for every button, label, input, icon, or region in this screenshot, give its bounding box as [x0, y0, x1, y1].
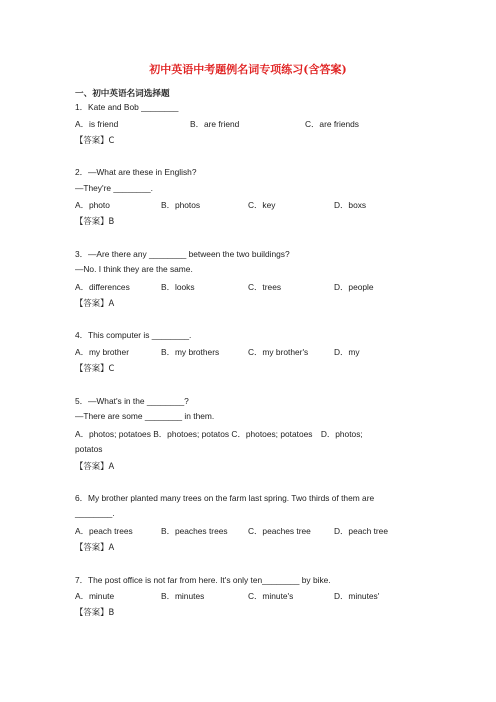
question-7-option-d: D．minutes' [334, 591, 380, 601]
question-1-option-b: B．are friend [190, 119, 240, 129]
question-6-option-a: A．peach trees [75, 526, 133, 536]
question-6-option-d: D．peach tree [334, 526, 388, 536]
question-4-stem: 4．This computer is ________. [75, 330, 192, 340]
question-5-options: A．photos; potatoes B．photoes; potatos C．photoes; potatoes D．photos; [75, 429, 363, 439]
question-7-stem: 7．The post office is not far from here. It's only ten________ by bike. [75, 575, 331, 585]
question-7-option-b: B．minutes [161, 591, 205, 601]
question-6-option-b: B．peaches trees [161, 526, 228, 536]
question-2-option-c: C．key [248, 200, 276, 210]
question-6-stem: 6．My brother planted many trees on the farm last spring. Two thirds of them are [75, 493, 375, 503]
question-1-option-c: C．are friends [305, 119, 359, 129]
question-2-option-b: B．photos [161, 200, 201, 210]
question-4-answer: 【答案】C [75, 363, 115, 373]
question-2-answer: 【答案】B [75, 216, 115, 226]
question-7-option-c: C．minute's [248, 591, 294, 601]
question-3-option-c: C．trees [248, 282, 282, 292]
question-3-option-a: A．differences [75, 282, 130, 292]
question-5-answer: 【答案】A [75, 461, 115, 471]
question-4-option-c: C．my brother's [248, 347, 309, 357]
question-2-option-a: A．photo [75, 200, 110, 210]
question-1-stem: 1．Kate and Bob ________ [75, 102, 179, 112]
question-5-stem: 5．—What's in the ________? [75, 396, 189, 406]
question-1-answer: 【答案】C [75, 135, 115, 145]
question-3-stem-line2: —No. I think they are the same. [75, 264, 193, 274]
question-3-option-d: D．people [334, 282, 374, 292]
section-heading: 一、初中英语名词选择题 [75, 89, 170, 99]
question-1-option-a: A．is friend [75, 119, 119, 129]
question-3-answer: 【答案】A [75, 298, 115, 308]
question-2-stem: 2．—What are these in English? [75, 167, 197, 177]
question-7-option-a: A．minute [75, 591, 115, 601]
question-2-stem-line2: —They're ________. [75, 183, 153, 193]
question-6-answer: 【答案】A [75, 542, 115, 552]
question-4-option-a: A．my brother [75, 347, 129, 357]
question-6-stem-line2: ________. [75, 508, 115, 518]
question-7-answer: 【答案】B [75, 607, 115, 617]
question-2-option-d: D．boxs [334, 200, 367, 210]
question-4-option-d: D．my [334, 347, 360, 357]
question-5-stem-line2: —There are some ________ in them. [75, 411, 215, 421]
question-6-option-c: C．peaches tree [248, 526, 311, 536]
document-title: 初中英语中考题例名词专项练习(含答案) [149, 63, 347, 76]
question-5-options-wrap: potatos [75, 444, 103, 454]
question-3-option-b: B．looks [161, 282, 195, 292]
question-4-option-b: B．my brothers [161, 347, 220, 357]
question-3-stem: 3．—Are there any ________ between the two buildings? [75, 249, 290, 259]
